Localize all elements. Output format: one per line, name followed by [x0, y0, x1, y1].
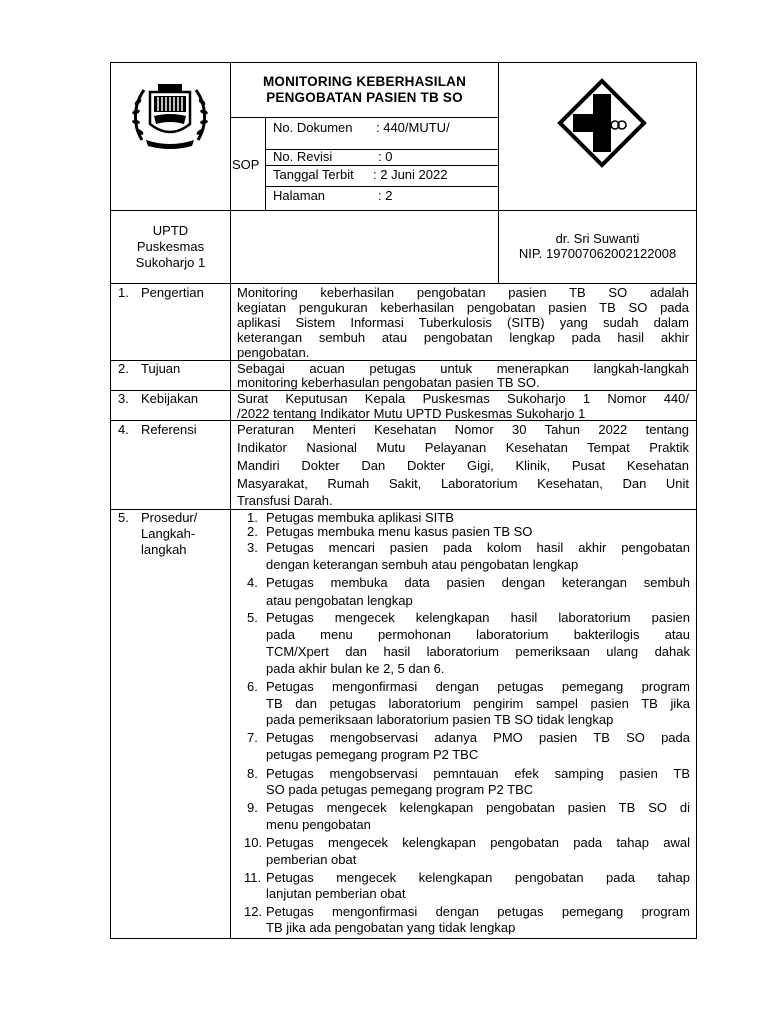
header-row-3: [110, 283, 697, 284]
step-number: 6.: [247, 679, 258, 694]
step-line: dengan keterangan sembuh atau pengobatan lengkap: [266, 557, 579, 572]
step-line: Petugas mengobservasi adanya PMO pasien TB SO pada: [266, 730, 690, 745]
step-number: 9.: [247, 800, 258, 815]
step-line: Petugas mengecek kelengkapan pengobatan pada tahap: [266, 870, 690, 885]
pengertian-line-5: pengobatan.: [237, 345, 310, 360]
step-line: Petugas membuka aplikasi SITB: [266, 510, 454, 525]
revision-label: No. Revisi: [273, 149, 333, 164]
org-line-2: Puskesmas: [136, 239, 205, 254]
step-line: SO pada petugas pemegang program P2 TBC: [266, 782, 534, 797]
body-col: [230, 283, 231, 939]
section-2-label: Tujuan: [141, 361, 181, 376]
step-line: menu pengobatan: [266, 817, 371, 832]
doc-number-label: No. Dokumen: [273, 120, 353, 135]
header-row-1: [230, 117, 498, 118]
puskesmas-logo: [557, 78, 647, 168]
step-line: pemberian obat: [266, 852, 357, 867]
step-number: 5.: [247, 610, 258, 625]
kebijakan-line-2: /2022 tentang Indikator Mutu UPTD Puskesmas Sukoharjo 1: [237, 406, 586, 421]
step-line: TB dan petugas laboratorium pengirim sampel pasien TB jika: [266, 696, 690, 711]
step-number: 11.: [244, 870, 262, 885]
step-line: lanjutan pemberian obat: [266, 886, 406, 901]
step-line: TCM/Xpert dan hasil laboratorium pemeriksaan ulang dahak: [266, 644, 690, 659]
header-row-2: [110, 210, 697, 211]
step-line: Petugas mencari pasien pada kolom hasil akhir pengobatan: [266, 540, 690, 555]
doc-number-value: : 440/MUTU/: [376, 120, 450, 135]
step-line: Petugas mengecek kelengkapan pengobatan pada tahap awal: [266, 835, 690, 850]
step-line: petugas pemegang program P2 TBC: [266, 747, 479, 762]
document-title-line-1: MONITORING KEBERHASILAN: [262, 74, 467, 89]
table-border-left: [110, 62, 111, 939]
step-number: 2.: [247, 524, 258, 539]
step-line: Petugas mengecek kelengkapan hasil laboratorium pasien: [266, 610, 690, 625]
sop-col: [265, 117, 266, 210]
section-5-label-line-3: langkah: [141, 542, 187, 557]
org-line-3: Sukoharjo 1: [135, 255, 206, 270]
doc-row-sep-3: [265, 186, 498, 187]
step-line: Petugas membuka data pasien dengan keterangan sembuh: [266, 575, 690, 590]
step-line: Petugas mengonfirmasi dengan petugas pemegang program: [266, 904, 690, 919]
table-border-top: [110, 62, 697, 63]
step-line: atau pengobatan lengkap: [266, 593, 413, 608]
section-5-label-line-1: Prosedur/: [141, 510, 198, 525]
kebijakan-line-1: Surat Keputusan Kepala Puskesmas Sukoharjo 1 Nomor 440/: [237, 391, 689, 406]
sop-label: SOP: [232, 157, 260, 172]
step-line: Petugas mengecek kelengkapan pengobatan pasien TB SO di: [266, 800, 690, 815]
referensi-line-4: Masyarakat, Rumah Sakit, Laboratorium Kesehatan, Dan Unit: [237, 476, 689, 491]
signer-name: dr. Sri Suwanti: [555, 231, 640, 246]
referensi-line-1: Peraturan Menteri Kesehatan Nomor 30 Tahun 2022 tentang: [237, 422, 689, 437]
page-label: Halaman: [273, 188, 326, 203]
step-number: 4.: [247, 575, 258, 590]
step-line: pada menu permohonan laboratorium bakterilogis atau: [266, 627, 690, 642]
page-value: : 2: [378, 188, 393, 203]
referensi-line-3: Mandiri Dokter Dan Dokter Gigi, Klinik, Pusat Kesehatan: [237, 458, 689, 473]
section-1-label: Pengertian: [141, 285, 204, 300]
step-number: 7.: [247, 730, 258, 745]
step-line: TB jika ada pengobatan yang tidak lengkap: [266, 920, 516, 935]
signer-nip: NIP. 197007062002122008: [518, 246, 677, 261]
step-number: 10.: [244, 835, 263, 850]
issue-date-label: Tanggal Terbit: [273, 167, 354, 182]
org-line-1: UPTD: [152, 223, 189, 238]
pengertian-line-1: Monitoring keberhasilan pengobatan pasien TB SO adalah: [237, 285, 689, 300]
section-1-number: 1.: [118, 285, 129, 300]
step-line: Petugas mengobservasi pemntauan efek samping pasien TB: [266, 766, 690, 781]
step-number: 8.: [247, 766, 258, 781]
tujuan-line-1: Sebagai acuan petugas untuk menerapkan langkah-langkah: [237, 361, 689, 376]
section-4-number: 4.: [118, 422, 129, 437]
pengertian-line-3: aplikasi Sistem Informasi Tuberkulosis (SITB) yang sudah dalam: [237, 315, 689, 330]
revision-value: : 0: [378, 149, 393, 164]
referensi-line-5: Transfusi Darah.: [237, 493, 333, 508]
pengertian-line-2: kegiatan pengukuran keberhasilan pengobatan pasien TB SO pada: [237, 300, 689, 315]
step-line: Petugas mengonfirmasi dengan petugas pemegang program: [266, 679, 690, 694]
regency-emblem: [128, 80, 212, 152]
section-3-label: Kebijakan: [141, 391, 199, 406]
document-title-line-2: PENGOBATAN PASIEN TB SO: [266, 90, 463, 105]
tujuan-line-2: monitoring keberhasulan pengobatan pasien TB SO.: [237, 375, 540, 390]
doc-row-sep-2: [265, 165, 498, 166]
table-border-right: [696, 62, 697, 939]
step-number: 12.: [244, 904, 263, 919]
section-5-label-line-2: Langkah-: [141, 526, 196, 541]
section-3-number: 3.: [118, 391, 129, 406]
step-number: 1.: [247, 510, 258, 525]
table-border-bottom: [110, 938, 697, 939]
section-5-number: 5.: [118, 510, 129, 525]
step-line: Petugas membuka menu kasus pasien TB SO: [266, 524, 533, 539]
pengertian-line-4: keterangan sembuh atau pengobatan lengkap pada hasil akhir: [237, 330, 689, 345]
step-line: pada pemeriksaan laboratorium pasien TB SO tidak lengkap: [266, 712, 614, 727]
section-4-label: Referensi: [141, 422, 197, 437]
issue-date-value: : 2 Juni 2022: [373, 167, 448, 182]
step-number: 3.: [247, 540, 258, 555]
referensi-line-2: Indikator Nasional Mutu Pelayanan Kesehatan Tempat Praktik: [237, 440, 689, 455]
section-2-number: 2.: [118, 361, 129, 376]
step-line: pada akhir bulan ke 2, 5 dan 6.: [266, 661, 445, 676]
